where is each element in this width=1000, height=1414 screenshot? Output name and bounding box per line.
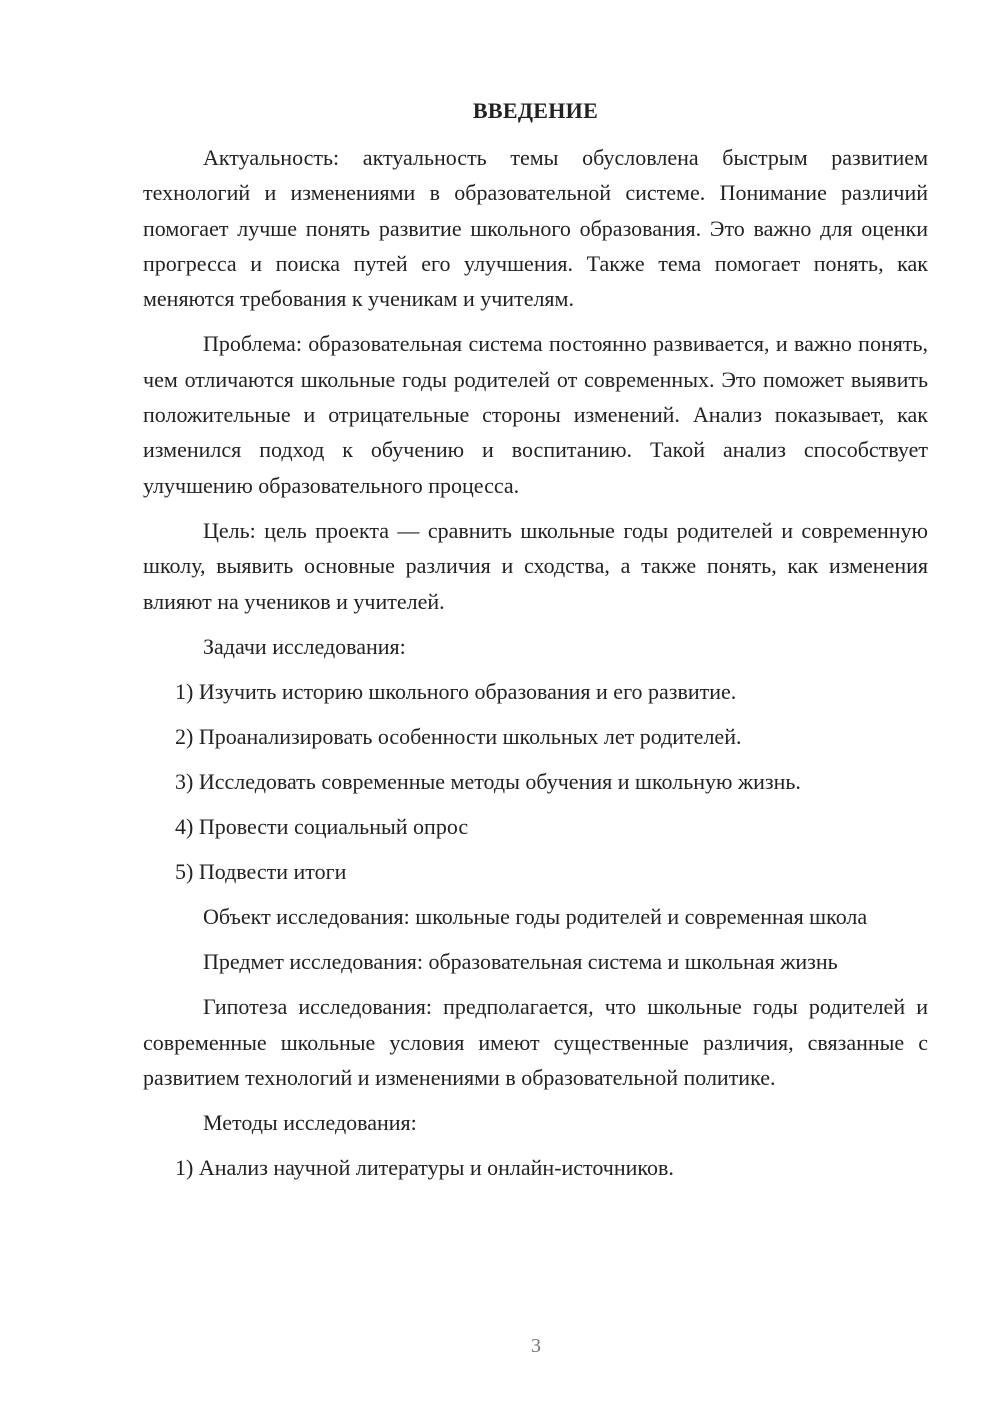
methods-title: Методы исследования: <box>203 1110 417 1136</box>
task-item: 4) Провести социальный опрос <box>175 813 469 839</box>
relevance-paragraph: Актуальность: актуальность темы обусловлена быстрым развитием технологий и изменениями в образовательной системе. Понимание различий помогает лучше понять развитие школьного образования. Это важно для оценки прогресса и поиска путей его улучшения. Также тема помогает понять, как меняются требования к ученикам и учителям. <box>143 145 928 312</box>
section-heading: ВВЕДЕНИЕ <box>472 98 599 123</box>
task-item: 3) Исследовать современные методы обучения и школьную жизнь. <box>175 768 801 794</box>
task-item: 2) Проанализировать особенности школьных лет родителей. <box>175 723 742 749</box>
goal-paragraph: Цель: цель проекта — сравнить школьные годы родителей и современную школу, выявить основные различия и сходства, а также понять, как изменения влияют на учеников и учителей. <box>143 517 928 614</box>
document-page <box>143 96 928 1195</box>
subject-paragraph: Предмет исследования: образовательная система и школьная жизнь <box>203 949 838 975</box>
tasks-title: Задачи исследования: <box>203 633 406 659</box>
hypothesis-paragraph: Гипотеза исследования: предполагается, что школьные годы родителей и современные школьные условия имеют существенные различия, связанные с развитием технологий и изменениями в образовательной политике. <box>143 994 928 1091</box>
task-item: 1) Изучить историю школьного образования и его развитие. <box>175 678 737 704</box>
task-item: 5) Подвести итоги <box>175 858 347 884</box>
page-number: 3 <box>531 1335 541 1357</box>
method-item: 1) Анализ научной литературы и онлайн-источников. <box>175 1155 674 1181</box>
problem-paragraph: Проблема: образовательная система постоянно развивается, и важно понять, чем отличаются школьные годы родителей от современных. Это поможет выявить положительные и отрицательные стороны изменений. Анализ показывает, как изменился подход к обучению и воспитанию. Такой анализ способствует улучшению образовательного процесса. <box>143 331 928 498</box>
object-paragraph: Объект исследования: школьные годы родителей и современная школа <box>203 903 868 929</box>
